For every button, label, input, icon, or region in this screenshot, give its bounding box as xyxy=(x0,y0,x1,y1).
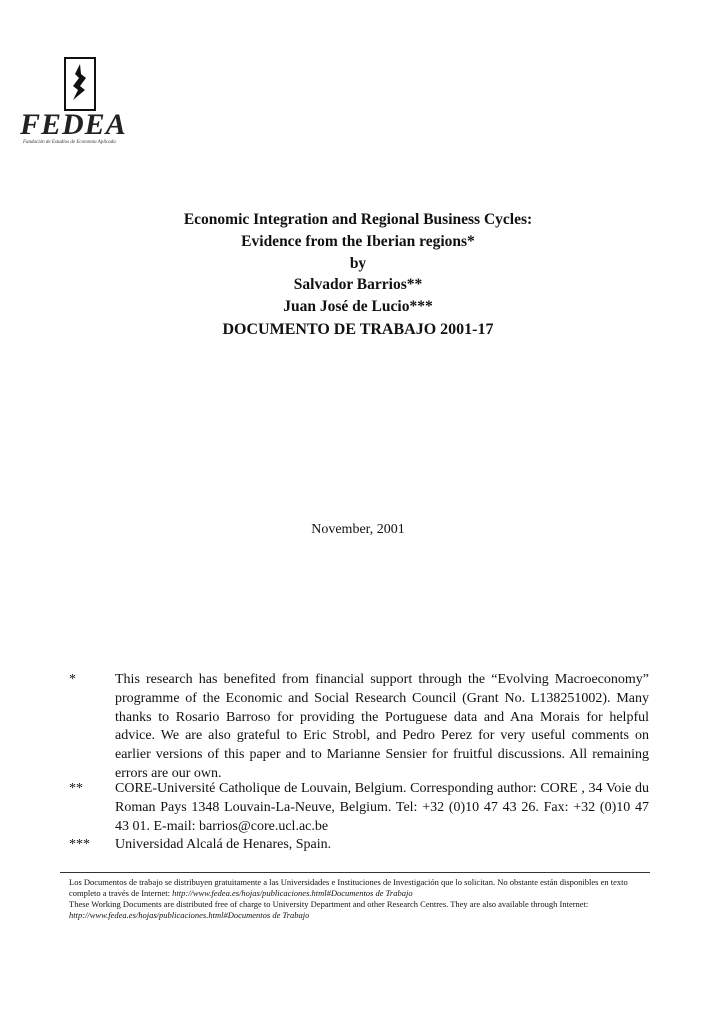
title-line-2: Evidence from the Iberian regions* xyxy=(241,233,475,250)
note-es-url[interactable]: http://www.fedea.es/hojas/publicaciones.html#Documentos de Trabajo xyxy=(172,888,413,898)
title-by: by xyxy=(349,255,367,272)
note-en-text: These Working Documents are distributed free of charge to University Department and other Research Centres. They are also available through Internet: xyxy=(69,899,589,909)
fedea-logo xyxy=(18,44,158,159)
distribution-note xyxy=(69,877,649,921)
footnote-text: This research has benefited from financial support through the “Evolving Macroeconomy” programme of the Economic and Social Research Council (Grant No. L138251002). Many thanks to Rosario Barroso for providing the Portuguese data and Ana Morais for helpful advice. We are also grateful to Eric Strobl, and Pedro Perez for very useful comments on earlier versions of this paper and to Marianne Sensier for fruitful discussions. All remaining errors are our own. xyxy=(115,672,649,781)
author-2: Juan José de Lucio*** xyxy=(283,298,433,315)
distribution-note-en xyxy=(69,899,649,921)
note-es-text: Los Documentos de trabajo se distribuyen gratuitamente a las Universidades e Instituciones de Investigación que lo solicitan. No obstante están disponibles en texto completo a través de Internet: xyxy=(69,877,628,898)
footnote xyxy=(69,671,649,784)
footnote xyxy=(69,780,649,836)
distribution-note-es xyxy=(69,877,649,899)
footnote-text: CORE-Université Catholique de Louvain, Belgium. Corresponding author: CORE , 34 Voie du Roman Pays 1348 Louvain-La-Neuve, Belgium. Tel: +32 (0)10 47 43 26. Fax: +32 (0)10 47 43 01. E-mail: barrios@core.ucl.ac.be xyxy=(115,781,649,834)
footnote-mark: *** xyxy=(69,837,90,852)
author-1: Salvador Barrios** xyxy=(293,276,423,293)
fedea-emblem-icon xyxy=(63,56,97,112)
title-line-1: Economic Integration and Regional Business Cycles: xyxy=(183,211,533,228)
note-en-url[interactable]: http://www.fedea.es/hojas/publicaciones.html#Documentos de Trabajo xyxy=(69,910,310,920)
logo-wordmark: FEDEA xyxy=(20,108,127,141)
document-number: DOCUMENTO DE TRABAJO 2001-17 xyxy=(222,321,494,338)
footnote-text: Universidad Alcalá de Henares, Spain. xyxy=(115,837,332,852)
divider xyxy=(60,872,650,873)
logo-subtitle: Fundación de Estudios de Economía Aplicada xyxy=(23,140,116,145)
footnote-mark: * xyxy=(69,672,76,687)
footnote xyxy=(69,836,649,855)
footnote-mark: ** xyxy=(69,781,83,796)
publication-date: November, 2001 xyxy=(311,522,405,537)
